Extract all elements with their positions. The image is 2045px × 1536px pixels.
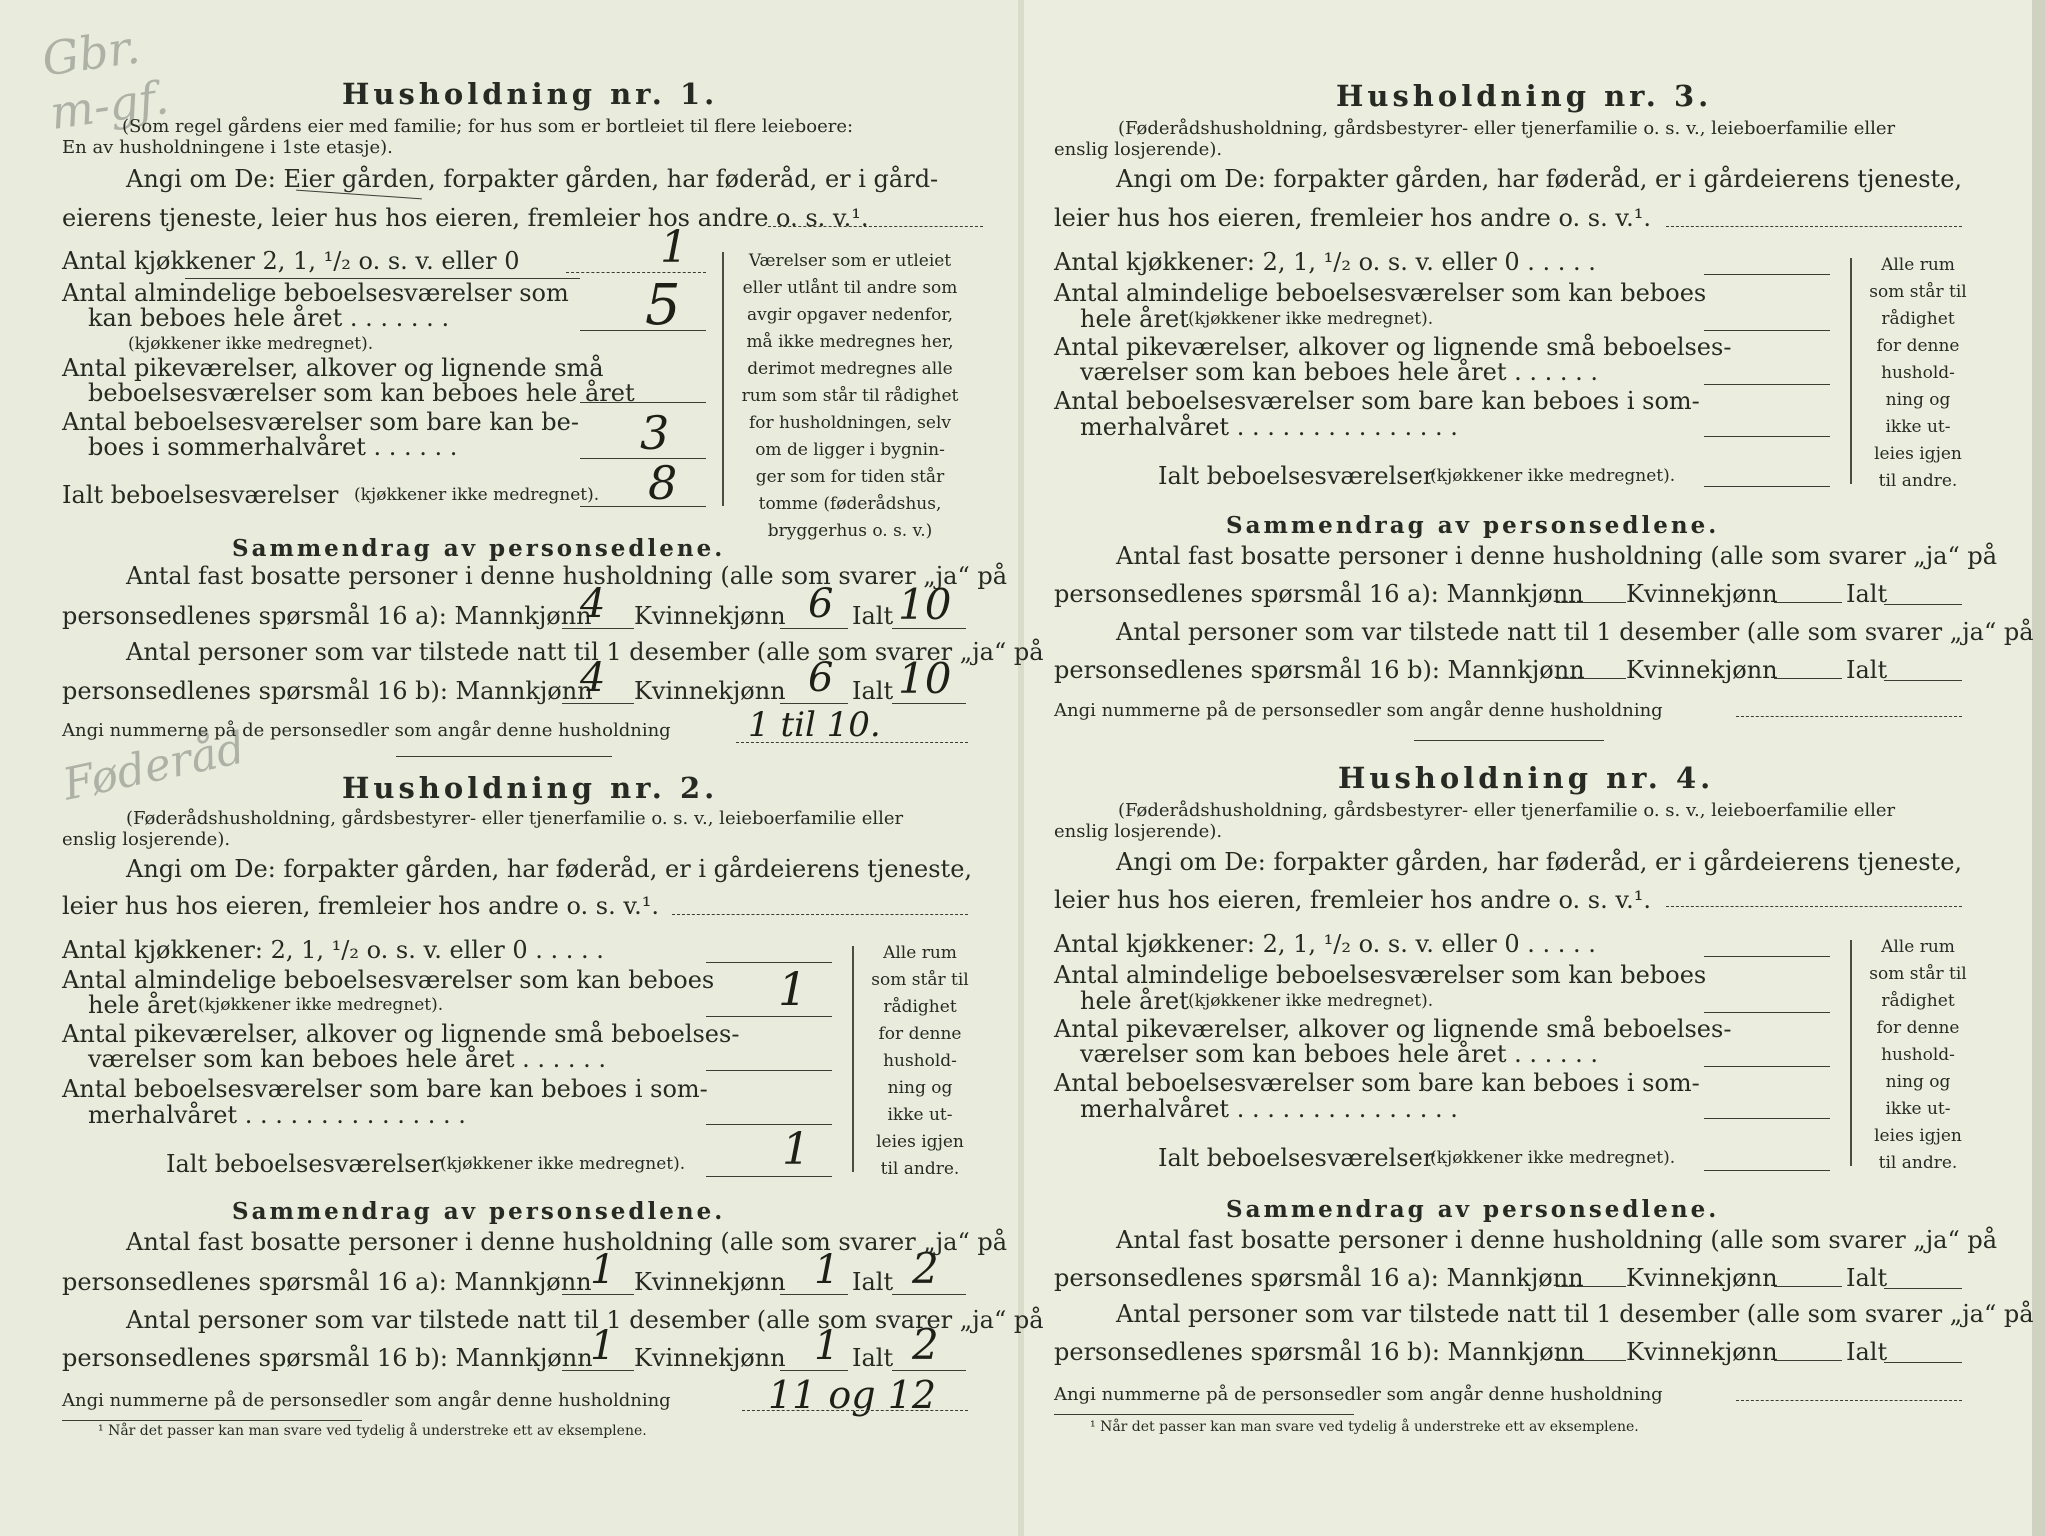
answer-rooms: 5 (645, 273, 681, 338)
footnote-rule (1054, 1414, 1354, 1415)
household-1-subtitle-2: En av husholdningene i 1ste etasje). (62, 137, 393, 158)
answer-line (562, 1370, 634, 1371)
answer-line (1556, 602, 1626, 603)
answer-rooms: 1 (778, 962, 808, 1016)
answer-line (780, 1370, 848, 1371)
answer-line (780, 1294, 848, 1295)
answer-line (1774, 1360, 1842, 1361)
answer-line (1704, 1118, 1830, 1119)
q-total-small: (kjøkkener ikke medregnet). (1430, 466, 1676, 486)
label-women: Kvinnekjønn (634, 1268, 786, 1296)
answer-line (580, 330, 706, 331)
margin-note-foderad: Føderåd (58, 722, 250, 811)
answer-line (1704, 330, 1830, 331)
answer-16a-men: 1 (590, 1247, 616, 1293)
q-total-small: (kjøkkener ikke medregnet). (354, 485, 600, 505)
q-16b-2: personsedlenes spørsmål 16 b): Mannkjønn (62, 677, 593, 705)
answer-line (892, 628, 966, 629)
q-maid-rooms: Antal pikeværelser, alkover og lignende små beboelses- (62, 1020, 740, 1048)
q-maid-rooms-2: værelser som kan beboes hele året . . . . . . (88, 1045, 607, 1073)
label-total: Ialt (852, 602, 894, 630)
q-summer-rooms: Antal beboelsesværelser som bare kan beboes i som- (62, 1075, 708, 1103)
answer-16b-men: 4 (580, 655, 606, 701)
q-total-rooms: Ialt beboelsesværelser (1158, 1144, 1435, 1172)
brace (1850, 940, 1852, 1166)
q-16a-2: personsedlenes spørsmål 16 a): Mannkjønn (1054, 1264, 1584, 1292)
q-total-rooms: Ialt beboelsesværelser (62, 481, 339, 509)
q-total-rooms: Ialt beboelsesværelser (1158, 462, 1435, 490)
label-total: Ialt (852, 677, 894, 705)
answer-line (1556, 678, 1626, 679)
q-rooms: Antal almindelige beboelsesværelser som kan beboes (62, 966, 715, 994)
answer-line (892, 1370, 966, 1371)
q-16b-2: personsedlenes spørsmål 16 b): Mannkjønn (1054, 1338, 1585, 1366)
q-summer-rooms-2: merhalvåret . . . . . . . . . . . . . . . (1080, 1095, 1458, 1123)
q-sheet-numbers: Angi nummerne på de personsedler som angår denne husholdning (62, 1390, 671, 1411)
answer-line (1704, 274, 1830, 275)
section-divider (1414, 740, 1604, 741)
q-16b: Antal personer som var tilstede natt til 1 desember (alle som svarer „ja“ på (1116, 1300, 2034, 1328)
answer-line (742, 1410, 968, 1411)
answer-line (736, 742, 968, 743)
footnote: ¹ Når det passer kan man svare ved tydelig å understreke ett av eksemplene. (1090, 1419, 1639, 1435)
q-maid-rooms: Antal pikeværelser, alkover og lignende små beboelses- (1054, 1015, 1732, 1043)
answer-line (1556, 1360, 1626, 1361)
household-1-angi-2: eierens tjeneste, leier hus hos eieren, fremleier hos andre o. s. v.¹. (62, 204, 869, 232)
label-women: Kvinnekjønn (1626, 580, 1778, 608)
q-rooms: Antal almindelige beboelsesværelser som (62, 279, 569, 307)
household-1-subtitle: (Som regel gårdens eier med familie; for hus som er bortleiet til flere leieboere: (122, 116, 854, 137)
angi-answer-line (1666, 226, 1962, 227)
household-1-summary-title: Sammendrag av personsedlene. (232, 535, 726, 562)
household-2-subtitle-2: enslig losjerende). (62, 829, 231, 850)
answer-line (1704, 1066, 1830, 1067)
q-16b: Antal personer som var tilstede natt til 1 desember (alle som svarer „ja“ på (126, 638, 1044, 666)
answer-line (780, 703, 848, 704)
footnote: ¹ Når det passer kan man svare ved tydelig å understreke ett av eksemplene. (98, 1423, 647, 1439)
q-16a: Antal fast bosatte personer i denne husholdning (alle som svarer „ja“ på (126, 562, 1008, 590)
q-total-small: (kjøkkener ikke medregnet). (1430, 1148, 1676, 1168)
answer-line (1704, 384, 1830, 385)
q-rooms-small: (kjøkkener ikke medregnet). (1188, 991, 1434, 1011)
q-16a: Antal fast bosatte personer i denne husholdning (alle som svarer „ja“ på (1116, 1226, 1998, 1254)
answer-line (1884, 1288, 1962, 1289)
q-16b-2: personsedlenes spørsmål 16 b): Mannkjønn (1054, 656, 1585, 684)
household-2-angi-2: leier hus hos eieren, fremleier hos andre o. s. v.¹. (62, 892, 659, 920)
answer-16a-men: 4 (580, 581, 606, 627)
label-total: Ialt (1846, 1338, 1888, 1366)
q-rooms-3: (kjøkkener ikke medregnet). (128, 334, 374, 354)
answer-line (1704, 1170, 1830, 1171)
q-summer-rooms: Antal beboelsesværelser som bare kan be- (62, 408, 579, 436)
household-4-note: Alle rum som står til rådighet for denne hushold- ning og ikke ut- leies igjen til andre. (1869, 937, 1967, 1173)
household-3-title: Husholdning nr. 3. (1336, 79, 1713, 113)
q-rooms-small: (kjøkkener ikke medregnet). (198, 995, 444, 1015)
answer-kitchens: 1 (660, 222, 688, 273)
answer-line (1774, 602, 1842, 603)
q-16a: Antal fast bosatte personer i denne husholdning (alle som svarer „ja“ på (126, 1228, 1008, 1256)
q-rooms-2: hele året (88, 991, 197, 1019)
answer-summer-rooms: 3 (640, 406, 670, 460)
answer-line (780, 628, 848, 629)
answer-total-rooms: 8 (648, 456, 678, 510)
household-1-angi: Angi om De: Eier gården, forpakter gården, har føderåd, er i gård- (126, 165, 939, 193)
q-summer-rooms-2: merhalvåret . . . . . . . . . . . . . . . (1080, 413, 1458, 441)
label-women: Kvinnekjønn (634, 602, 786, 630)
q-16b-2: personsedlenes spørsmål 16 b): Mannkjønn (62, 1344, 593, 1372)
household-1-note: Værelser som er utleiet eller utlånt til andre som avgir opgaver nedenfor, må ikke medregnes her, derimot medregnes alle rum som står til rådighet for husholdningen, selv om de ligger i bygnin- ger som for tiden står tomme (føderådshus, bryggerhus o. s. v.) (741, 251, 959, 541)
answer-16b-women: 6 (808, 655, 834, 701)
household-2-subtitle: (Føderådshusholdning, gårdsbestyrer- eller tjenerfamilie o. s. v., leieboerfamilie eller (126, 808, 904, 829)
household-4-subtitle-2: enslig losjerende). (1054, 821, 1223, 842)
answer-16b-total: 10 (898, 654, 952, 703)
answer-line (580, 506, 706, 507)
angi-answer-line (672, 914, 968, 915)
household-2-note: Alle rum som står til rådighet for denne hushold- ning og ikke ut- leies igjen til andre. (871, 943, 969, 1179)
household-3-angi-2: leier hus hos eieren, fremleier hos andre o. s. v.¹. (1054, 204, 1651, 232)
household-3-subtitle: (Føderådshusholdning, gårdsbestyrer- eller tjenerfamilie o. s. v., leieboerfamilie eller (1118, 118, 1896, 139)
q-summer-rooms-2: merhalvåret . . . . . . . . . . . . . . . (88, 1101, 466, 1129)
answer-line (1704, 436, 1830, 437)
brace (722, 252, 724, 506)
household-4-angi-2: leier hus hos eieren, fremleier hos andre o. s. v.¹. (1054, 886, 1651, 914)
q-summer-rooms-2: boes i sommerhalvåret . . . . . . (88, 433, 458, 461)
q-maid-rooms-2: værelser som kan beboes hele året . . . . . . (1080, 1040, 1599, 1068)
answer-line (706, 1124, 832, 1125)
q-rooms-2: kan beboes hele året . . . . . . . (88, 304, 450, 332)
answer-line (580, 402, 706, 403)
q-maid-rooms: Antal pikeværelser, alkover og lignende små (62, 354, 604, 382)
household-4-summary-title: Sammendrag av personsedlene. (1226, 1196, 1720, 1223)
answer-line (562, 1294, 634, 1295)
answer-line (1704, 956, 1830, 957)
angi-answer-line (768, 226, 983, 227)
answer-line (1736, 1400, 1962, 1401)
label-women: Kvinnekjønn (1626, 1338, 1778, 1366)
answer-16b-women: 1 (814, 1323, 840, 1369)
margin-note-mgf: m-gf. (46, 70, 172, 140)
answer-line (1884, 1362, 1962, 1363)
q-total-small: (kjøkkener ikke medregnet). (440, 1154, 686, 1174)
q-rooms: Antal almindelige beboelsesværelser som kan beboes (1054, 279, 1707, 307)
label-women: Kvinnekjønn (634, 1344, 786, 1372)
q-16a-2: personsedlenes spørsmål 16 a): Mannkjønn (62, 1268, 592, 1296)
answer-line (1774, 1286, 1842, 1287)
answer-line (1704, 486, 1830, 487)
household-3-note: Alle rum som står til rådighet for denne hushold- ning og ikke ut- leies igjen til andre. (1869, 255, 1967, 491)
q-sheet-numbers: Angi nummerne på de personsedler som angår denne husholdning (62, 720, 671, 741)
household-4-subtitle: (Føderådshusholdning, gårdsbestyrer- eller tjenerfamilie o. s. v., leieboerfamilie eller (1118, 800, 1896, 821)
q-16b: Antal personer som var tilstede natt til 1 desember (alle som svarer „ja“ på (126, 1306, 1044, 1334)
household-4-title: Husholdning nr. 4. (1338, 761, 1715, 795)
answer-line (1556, 1286, 1626, 1287)
household-3-angi: Angi om De: forpakter gården, har føderåd, er i gårdeierens tjeneste, (1116, 165, 1963, 193)
brace (1850, 258, 1852, 484)
answer-line (1884, 604, 1962, 605)
q-rooms-small: (kjøkkener ikke medregnet). (1188, 309, 1434, 329)
answer-line (706, 1016, 832, 1017)
answer-16a-total: 2 (912, 1244, 939, 1293)
answer-line (1884, 680, 1962, 681)
label-total: Ialt (852, 1268, 894, 1296)
answer-sheet-numbers: 1 til 10. (748, 705, 881, 745)
answer-16b-men: 1 (590, 1323, 616, 1369)
answer-line (706, 1176, 832, 1177)
answer-line (892, 703, 966, 704)
answer-line (562, 703, 634, 704)
answer-line (580, 458, 706, 459)
household-3-subtitle-2: enslig losjerende). (1054, 139, 1223, 160)
label-total: Ialt (1846, 580, 1888, 608)
household-4-angi: Angi om De: forpakter gården, har føderåd, er i gårdeierens tjeneste, (1116, 848, 1963, 876)
q-summer-rooms: Antal beboelsesværelser som bare kan beboes i som- (1054, 387, 1700, 415)
household-2-angi: Angi om De: forpakter gården, har føderåd, er i gårdeierens tjeneste, (126, 855, 973, 883)
answer-line (892, 1294, 966, 1295)
answer-sheet-numbers: 11 og 12 (768, 1373, 937, 1417)
answer-16b-total: 2 (912, 1320, 939, 1369)
answer-line (562, 628, 634, 629)
q-sheet-numbers: Angi nummerne på de personsedler som angår denne husholdning (1054, 1384, 1663, 1405)
q-sheet-numbers: Angi nummerne på de personsedler som angår denne husholdning (1054, 700, 1663, 721)
answer-line (1736, 716, 1962, 717)
q-maid-rooms-2: værelser som kan beboes hele året . . . . . . (1080, 358, 1599, 386)
household-1-title: Husholdning nr. 1. (342, 77, 719, 111)
label-total: Ialt (1846, 656, 1888, 684)
label-total: Ialt (1846, 1264, 1888, 1292)
answer-line (1774, 678, 1842, 679)
answer-16a-total: 10 (898, 580, 952, 629)
label-women: Kvinnekjønn (1626, 656, 1778, 684)
q-rooms-2: hele året (1080, 987, 1189, 1015)
q-kitchens: Antal kjøkkener 2, 1, ¹/₂ o. s. v. eller 0 (62, 247, 520, 275)
q-kitchens: Antal kjøkkener: 2, 1, ¹/₂ o. s. v. eller 0 . . . . . (62, 936, 604, 964)
q-maid-rooms-2: beboelsesværelser som kan beboes hele året (88, 379, 635, 407)
q-rooms-2: hele året (1080, 305, 1189, 333)
answer-16a-women: 1 (814, 1247, 840, 1293)
q-16a-2: personsedlenes spørsmål 16 a): Mannkjønn (62, 602, 592, 630)
q-total-rooms: Ialt beboelsesværelser (166, 1150, 443, 1178)
q-16a: Antal fast bosatte personer i denne husholdning (alle som svarer „ja“ på (1116, 542, 1998, 570)
answer-total-rooms: 1 (782, 1124, 810, 1175)
label-total: Ialt (852, 1344, 894, 1372)
section-divider (396, 756, 612, 757)
q-16a-2: personsedlenes spørsmål 16 a): Mannkjønn (1054, 580, 1584, 608)
household-3-summary-title: Sammendrag av personsedlene. (1226, 512, 1720, 539)
brace (852, 946, 854, 1172)
margin-note-gbr: Gbr. (38, 19, 144, 87)
answer-line (706, 1070, 832, 1071)
household-2-summary-title: Sammendrag av personsedlene. (232, 1198, 726, 1225)
angi-answer-line (1666, 906, 1962, 907)
q-kitchens: Antal kjøkkener: 2, 1, ¹/₂ o. s. v. eller 0 . . . . . (1054, 930, 1596, 958)
household-2-title: Husholdning nr. 2. (342, 771, 719, 805)
label-women: Kvinnekjønn (1626, 1264, 1778, 1292)
q-16b: Antal personer som var tilstede natt til 1 desember (alle som svarer „ja“ på (1116, 618, 2034, 646)
footnote-rule (62, 1420, 362, 1421)
q-summer-rooms: Antal beboelsesværelser som bare kan beboes i som- (1054, 1069, 1700, 1097)
label-women: Kvinnekjønn (634, 677, 786, 705)
answer-line (706, 962, 832, 963)
q-kitchens: Antal kjøkkener: 2, 1, ¹/₂ o. s. v. eller 0 . . . . . (1054, 248, 1596, 276)
q-maid-rooms: Antal pikeværelser, alkover og lignende små beboelses- (1054, 333, 1732, 361)
answer-16a-women: 6 (808, 581, 834, 627)
q-rooms: Antal almindelige beboelsesværelser som kan beboes (1054, 961, 1707, 989)
answer-line (1704, 1012, 1830, 1013)
